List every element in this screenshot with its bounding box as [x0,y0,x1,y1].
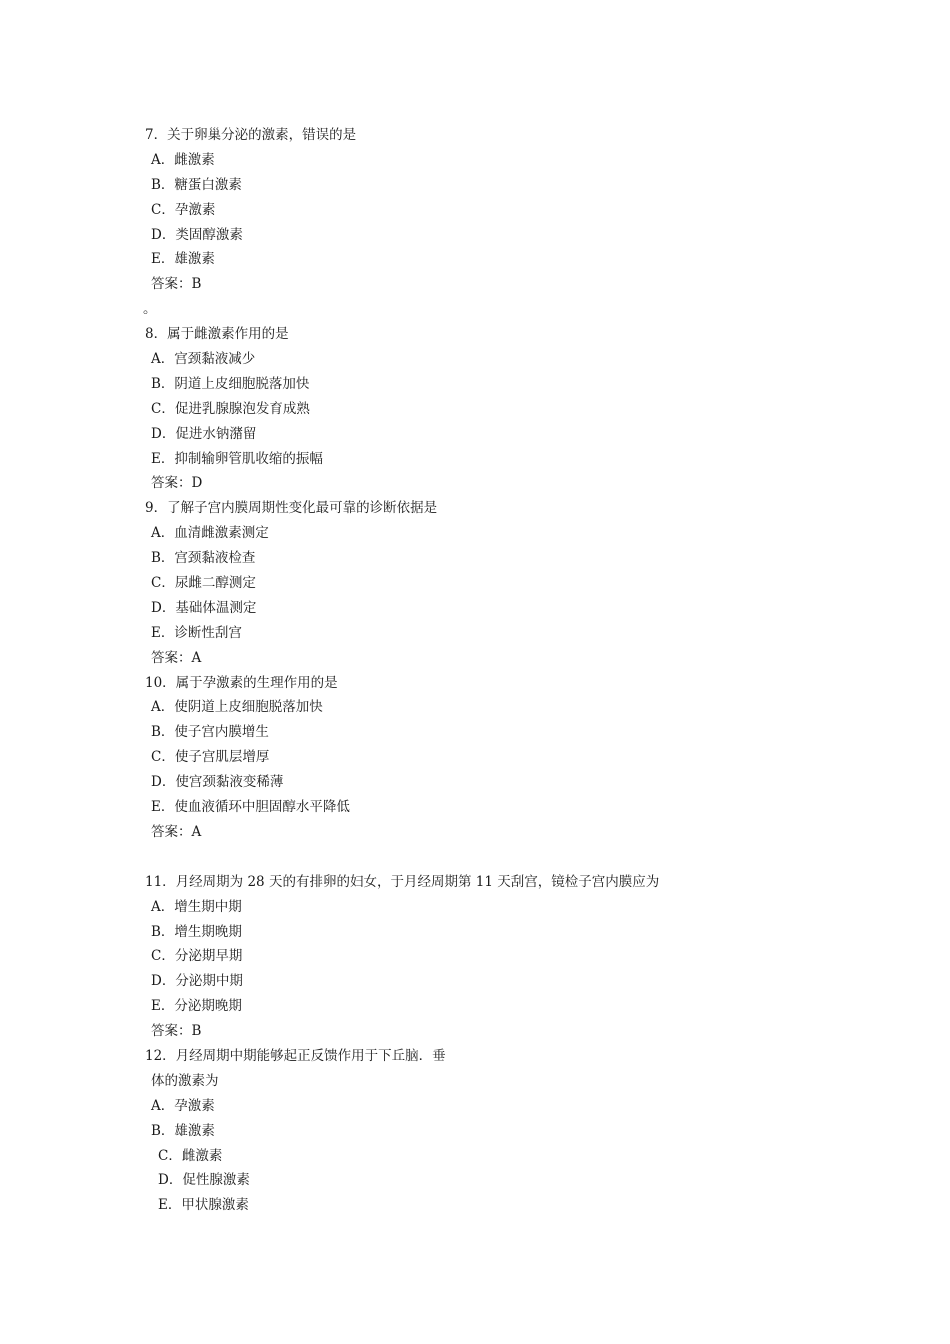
question-10-option-a: A．使阴道上皮细胞脱落加快 [151,699,323,716]
question-12-stem-line-2: 体的激素为 [151,1072,219,1089]
question-11-option-d: D．分泌期中期 [151,973,243,990]
question-9-option-a: A．血清雌激素测定 [151,525,269,542]
document-page [0,123,950,1218]
question-10-answer: 答案：A [151,823,202,840]
question-12-option-b: B．雄激素 [151,1122,215,1139]
question-7-stem: 7．关于卵巢分泌的激素，错误的是 [145,127,357,143]
question-9-stem: 9．了解子宫内膜周期性变化最可靠的诊断依据是 [145,500,438,517]
question-7-answer: 答案：B [151,276,202,293]
question-8-option-a: A．宫颈黏液减少 [151,351,256,368]
question-7-option-c: C．孕激素 [151,201,216,218]
question-8-option-b: B．阴道上皮细胞脱落加快 [151,375,310,392]
question-12-option-e: E．甲状腺激素 [158,1197,249,1214]
question-8-option-d: D．促进水钠潴留 [151,425,257,442]
question-12-stem-line-1: 12．月经周期中期能够起正反馈作用于下丘脑．垂 [145,1047,446,1064]
question-11-option-e: E．分泌期晚期 [151,998,242,1015]
question-9-option-c: C．尿雌二醇测定 [151,575,256,592]
question-7-option-e: E．雄激素 [151,251,215,268]
question-7-option-b: B．糖蛋白激素 [151,176,242,193]
question-7-option-a: A．雌激素 [151,151,215,168]
question-12-option-a: A．孕激素 [151,1097,215,1114]
question-8-option-c: C．促进乳腺腺泡发育成熟 [151,400,310,417]
question-11-option-c: C．分泌期早期 [151,948,243,965]
question-8-option-e: E．抑制输卵管肌收缩的振幅 [151,450,323,467]
question-11-answer: 答案：B [151,1023,202,1040]
question-12-option-c: C．雌激素 [158,1147,223,1164]
question-10-option-e: E．使血液循环中胆固醇水平降低 [151,799,350,816]
question-9-option-b: B．宫颈黏液检查 [151,550,256,567]
question-10-option-d: D．使宫颈黏液变稀薄 [151,774,284,791]
question-9-option-d: D．基础体温测定 [151,599,257,616]
question-9-answer: 答案：A [151,649,202,666]
question-8-stem: 8．属于雌激素作用的是 [145,326,289,343]
question-9-option-e: E．诊断性刮宫 [151,624,242,641]
question-8-answer: 答案：D [151,475,203,492]
question-11-stem: 11．月经周期为 28 天的有排卵的妇女，于月经周期第 11 天刮宫，镜检子宫内膜应为 [145,873,660,890]
separator-mark: 。 [143,301,157,318]
blank-line [0,845,950,870]
question-11-option-b: B．增生期晚期 [151,923,242,940]
question-10-stem: 10．属于孕激素的生理作用的是 [145,674,338,691]
question-10-option-c: C．使子宫肌层增厚 [151,749,270,766]
question-7-option-d: D．类固醇激素 [151,226,243,243]
question-12-option-d: D．促性腺激素 [158,1172,250,1189]
question-11-option-a: A．增生期中期 [151,898,242,915]
question-10-option-b: B．使子宫内膜增生 [151,724,269,741]
